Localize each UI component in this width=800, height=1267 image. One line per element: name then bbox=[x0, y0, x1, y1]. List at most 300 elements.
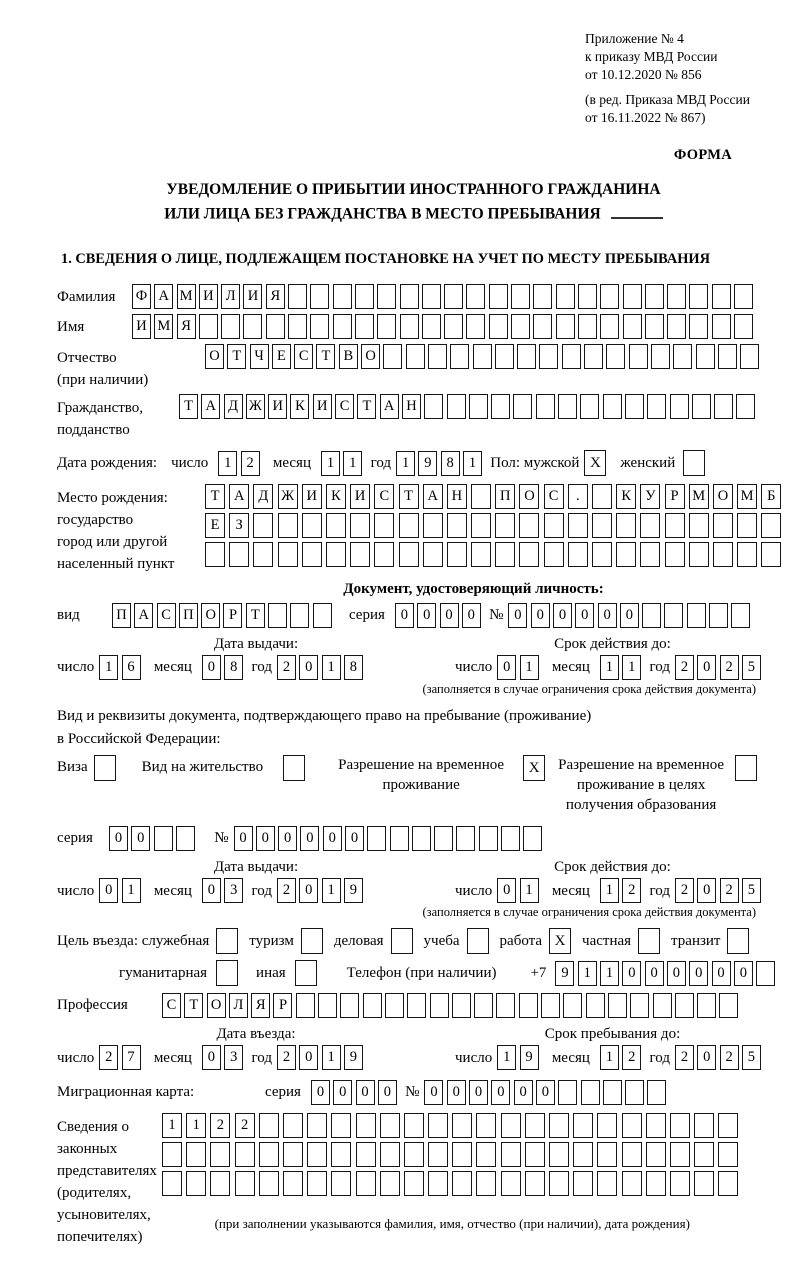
char-cell[interactable] bbox=[519, 993, 538, 1018]
char-cell[interactable]: 2 bbox=[622, 878, 641, 903]
char-cell[interactable]: 2 bbox=[720, 878, 739, 903]
char-cell[interactable]: 2 bbox=[99, 1045, 118, 1070]
char-cell[interactable] bbox=[517, 344, 536, 369]
char-cell[interactable]: В bbox=[339, 344, 358, 369]
char-cell[interactable] bbox=[186, 1171, 206, 1196]
char-cell[interactable] bbox=[675, 993, 694, 1018]
char-cell[interactable] bbox=[356, 1171, 376, 1196]
char-cell[interactable] bbox=[423, 542, 443, 567]
char-cell[interactable] bbox=[259, 1113, 279, 1138]
char-cell[interactable]: М bbox=[689, 484, 709, 509]
char-cell[interactable] bbox=[740, 344, 759, 369]
char-cell[interactable]: Т bbox=[399, 484, 419, 509]
char-cell[interactable] bbox=[474, 993, 493, 1018]
char-cell[interactable]: 0 bbox=[497, 878, 516, 903]
char-cell[interactable] bbox=[428, 1113, 448, 1138]
char-cell[interactable] bbox=[491, 394, 510, 419]
char-cell[interactable]: 0 bbox=[378, 1080, 397, 1105]
char-cell[interactable] bbox=[356, 1142, 376, 1167]
char-cell[interactable]: 0 bbox=[333, 1080, 352, 1105]
char-cell[interactable] bbox=[718, 344, 737, 369]
char-cell[interactable] bbox=[253, 513, 273, 538]
char-cell[interactable] bbox=[670, 1142, 690, 1167]
char-cell[interactable] bbox=[519, 542, 539, 567]
char-cell[interactable] bbox=[456, 826, 475, 851]
char-cell[interactable]: 0 bbox=[697, 1045, 716, 1070]
char-cell[interactable] bbox=[186, 1142, 206, 1167]
char-cell[interactable]: 0 bbox=[514, 1080, 533, 1105]
char-cell[interactable] bbox=[496, 993, 515, 1018]
char-cell[interactable]: 0 bbox=[462, 603, 481, 628]
char-cell[interactable] bbox=[367, 826, 386, 851]
char-cell[interactable] bbox=[452, 1113, 472, 1138]
char-cell[interactable] bbox=[326, 542, 346, 567]
char-cell[interactable]: 2 bbox=[277, 1045, 296, 1070]
char-cell[interactable] bbox=[689, 513, 709, 538]
char-cell[interactable]: 0 bbox=[99, 878, 118, 903]
char-cell[interactable] bbox=[623, 314, 642, 339]
purpose-private-checkbox[interactable] bbox=[638, 928, 660, 954]
char-cell[interactable] bbox=[761, 542, 781, 567]
char-cell[interactable] bbox=[400, 314, 419, 339]
char-cell[interactable]: И bbox=[243, 284, 262, 309]
char-cell[interactable]: 0 bbox=[202, 878, 221, 903]
char-cell[interactable]: Т bbox=[205, 484, 225, 509]
char-cell[interactable]: А bbox=[380, 394, 399, 419]
char-cell[interactable]: 1 bbox=[600, 878, 619, 903]
char-cell[interactable]: П bbox=[495, 484, 515, 509]
char-cell[interactable] bbox=[761, 513, 781, 538]
char-cell[interactable] bbox=[422, 314, 441, 339]
char-cell[interactable]: 0 bbox=[202, 655, 221, 680]
visa-checkbox[interactable] bbox=[94, 755, 116, 781]
char-cell[interactable] bbox=[283, 1142, 303, 1167]
char-cell[interactable] bbox=[737, 513, 757, 538]
char-cell[interactable]: 0 bbox=[491, 1080, 510, 1105]
char-cell[interactable]: Р bbox=[665, 484, 685, 509]
char-cell[interactable] bbox=[714, 394, 733, 419]
char-cell[interactable]: 2 bbox=[675, 878, 694, 903]
char-cell[interactable]: 0 bbox=[440, 603, 459, 628]
char-cell[interactable] bbox=[533, 314, 552, 339]
char-cell[interactable] bbox=[326, 513, 346, 538]
char-cell[interactable] bbox=[694, 1142, 714, 1167]
char-cell[interactable]: 8 bbox=[224, 655, 243, 680]
char-cell[interactable]: Д bbox=[253, 484, 273, 509]
char-cell[interactable]: 9 bbox=[344, 1045, 363, 1070]
char-cell[interactable] bbox=[307, 1142, 327, 1167]
char-cell[interactable] bbox=[154, 826, 173, 851]
char-cell[interactable] bbox=[523, 826, 542, 851]
char-cell[interactable] bbox=[331, 1113, 351, 1138]
char-cell[interactable] bbox=[380, 1142, 400, 1167]
char-cell[interactable]: Т bbox=[316, 344, 335, 369]
char-cell[interactable] bbox=[664, 603, 683, 628]
char-cell[interactable]: 8 bbox=[441, 451, 460, 476]
char-cell[interactable] bbox=[333, 284, 352, 309]
char-cell[interactable]: И bbox=[313, 394, 332, 419]
char-cell[interactable] bbox=[606, 344, 625, 369]
char-cell[interactable] bbox=[318, 993, 337, 1018]
char-cell[interactable] bbox=[713, 513, 733, 538]
char-cell[interactable] bbox=[670, 1171, 690, 1196]
char-cell[interactable] bbox=[608, 993, 627, 1018]
char-cell[interactable] bbox=[563, 993, 582, 1018]
char-cell[interactable] bbox=[423, 513, 443, 538]
char-cell[interactable] bbox=[210, 1171, 230, 1196]
char-cell[interactable]: 5 bbox=[742, 655, 761, 680]
char-cell[interactable] bbox=[377, 284, 396, 309]
char-cell[interactable] bbox=[266, 314, 285, 339]
char-cell[interactable] bbox=[390, 826, 409, 851]
char-cell[interactable]: С bbox=[374, 484, 394, 509]
char-cell[interactable] bbox=[283, 1171, 303, 1196]
char-cell[interactable]: Ж bbox=[246, 394, 265, 419]
char-cell[interactable]: О bbox=[205, 344, 224, 369]
char-cell[interactable] bbox=[447, 542, 467, 567]
char-cell[interactable] bbox=[525, 1171, 545, 1196]
char-cell[interactable] bbox=[578, 314, 597, 339]
char-cell[interactable] bbox=[642, 603, 661, 628]
char-cell[interactable] bbox=[444, 284, 463, 309]
char-cell[interactable] bbox=[466, 314, 485, 339]
char-cell[interactable] bbox=[278, 542, 298, 567]
char-cell[interactable] bbox=[734, 284, 753, 309]
char-cell[interactable] bbox=[622, 1171, 642, 1196]
char-cell[interactable]: 2 bbox=[241, 451, 260, 476]
char-cell[interactable]: Ч bbox=[250, 344, 269, 369]
char-cell[interactable] bbox=[616, 542, 636, 567]
char-cell[interactable] bbox=[689, 542, 709, 567]
char-cell[interactable]: 9 bbox=[344, 878, 363, 903]
char-cell[interactable] bbox=[400, 284, 419, 309]
char-cell[interactable] bbox=[288, 284, 307, 309]
char-cell[interactable] bbox=[199, 314, 218, 339]
char-cell[interactable] bbox=[399, 542, 419, 567]
char-cell[interactable] bbox=[476, 1113, 496, 1138]
char-cell[interactable] bbox=[377, 314, 396, 339]
char-cell[interactable]: 9 bbox=[555, 961, 574, 986]
char-cell[interactable] bbox=[549, 1142, 569, 1167]
char-cell[interactable]: Т bbox=[246, 603, 265, 628]
char-cell[interactable] bbox=[290, 603, 309, 628]
char-cell[interactable] bbox=[525, 1113, 545, 1138]
char-cell[interactable]: 1 bbox=[322, 655, 341, 680]
char-cell[interactable]: 2 bbox=[720, 1045, 739, 1070]
char-cell[interactable] bbox=[302, 542, 322, 567]
char-cell[interactable] bbox=[630, 993, 649, 1018]
char-cell[interactable] bbox=[539, 344, 558, 369]
char-cell[interactable] bbox=[495, 344, 514, 369]
char-cell[interactable] bbox=[665, 513, 685, 538]
residence-permit-checkbox[interactable] bbox=[283, 755, 305, 781]
char-cell[interactable]: 0 bbox=[575, 603, 594, 628]
char-cell[interactable]: 0 bbox=[299, 878, 318, 903]
purpose-tourism-checkbox[interactable] bbox=[301, 928, 323, 954]
char-cell[interactable]: 0 bbox=[256, 826, 275, 851]
sex-female-checkbox[interactable] bbox=[683, 450, 705, 476]
char-cell[interactable]: С bbox=[335, 394, 354, 419]
char-cell[interactable] bbox=[718, 1142, 738, 1167]
char-cell[interactable]: 1 bbox=[600, 961, 619, 986]
char-cell[interactable] bbox=[736, 394, 755, 419]
char-cell[interactable] bbox=[471, 513, 491, 538]
char-cell[interactable] bbox=[592, 513, 612, 538]
char-cell[interactable]: 1 bbox=[600, 1045, 619, 1070]
char-cell[interactable] bbox=[253, 542, 273, 567]
char-cell[interactable]: 0 bbox=[299, 655, 318, 680]
char-cell[interactable] bbox=[737, 542, 757, 567]
char-cell[interactable]: К bbox=[290, 394, 309, 419]
char-cell[interactable] bbox=[670, 394, 689, 419]
char-cell[interactable]: 0 bbox=[553, 603, 572, 628]
char-cell[interactable] bbox=[501, 826, 520, 851]
char-cell[interactable]: О bbox=[361, 344, 380, 369]
char-cell[interactable] bbox=[603, 1080, 622, 1105]
purpose-business-checkbox[interactable] bbox=[391, 928, 413, 954]
char-cell[interactable] bbox=[580, 394, 599, 419]
char-cell[interactable]: 2 bbox=[277, 655, 296, 680]
char-cell[interactable] bbox=[296, 993, 315, 1018]
char-cell[interactable] bbox=[692, 394, 711, 419]
char-cell[interactable]: 9 bbox=[418, 451, 437, 476]
char-cell[interactable] bbox=[558, 394, 577, 419]
char-cell[interactable] bbox=[501, 1113, 521, 1138]
char-cell[interactable]: 0 bbox=[497, 655, 516, 680]
char-cell[interactable]: О bbox=[207, 993, 226, 1018]
char-cell[interactable]: И bbox=[350, 484, 370, 509]
char-cell[interactable]: 0 bbox=[531, 603, 550, 628]
char-cell[interactable]: И bbox=[199, 284, 218, 309]
char-cell[interactable] bbox=[404, 1142, 424, 1167]
char-cell[interactable]: Д bbox=[224, 394, 243, 419]
char-cell[interactable] bbox=[689, 314, 708, 339]
char-cell[interactable] bbox=[556, 284, 575, 309]
char-cell[interactable] bbox=[689, 284, 708, 309]
char-cell[interactable] bbox=[511, 314, 530, 339]
char-cell[interactable] bbox=[544, 513, 564, 538]
char-cell[interactable] bbox=[513, 394, 532, 419]
char-cell[interactable]: 6 bbox=[122, 655, 141, 680]
char-cell[interactable] bbox=[597, 1171, 617, 1196]
char-cell[interactable] bbox=[380, 1113, 400, 1138]
char-cell[interactable]: 3 bbox=[224, 878, 243, 903]
char-cell[interactable]: 0 bbox=[667, 961, 686, 986]
char-cell[interactable] bbox=[452, 993, 471, 1018]
char-cell[interactable] bbox=[162, 1171, 182, 1196]
sex-male-checkbox[interactable]: X bbox=[584, 450, 606, 476]
char-cell[interactable]: 0 bbox=[323, 826, 342, 851]
char-cell[interactable]: А bbox=[229, 484, 249, 509]
char-cell[interactable] bbox=[511, 284, 530, 309]
char-cell[interactable] bbox=[549, 1113, 569, 1138]
char-cell[interactable]: А bbox=[134, 603, 153, 628]
char-cell[interactable]: 0 bbox=[345, 826, 364, 851]
char-cell[interactable] bbox=[647, 394, 666, 419]
char-cell[interactable] bbox=[268, 603, 287, 628]
char-cell[interactable] bbox=[640, 513, 660, 538]
char-cell[interactable] bbox=[340, 993, 359, 1018]
char-cell[interactable] bbox=[709, 603, 728, 628]
char-cell[interactable]: М bbox=[177, 284, 196, 309]
char-cell[interactable]: 2 bbox=[622, 1045, 641, 1070]
char-cell[interactable]: 0 bbox=[300, 826, 319, 851]
char-cell[interactable] bbox=[162, 1142, 182, 1167]
char-cell[interactable] bbox=[307, 1171, 327, 1196]
char-cell[interactable] bbox=[412, 826, 431, 851]
char-cell[interactable] bbox=[581, 1080, 600, 1105]
char-cell[interactable]: 0 bbox=[131, 826, 150, 851]
char-cell[interactable] bbox=[356, 1113, 376, 1138]
char-cell[interactable] bbox=[584, 344, 603, 369]
char-cell[interactable] bbox=[586, 993, 605, 1018]
char-cell[interactable] bbox=[471, 484, 491, 509]
char-cell[interactable]: 0 bbox=[469, 1080, 488, 1105]
char-cell[interactable]: С bbox=[294, 344, 313, 369]
char-cell[interactable] bbox=[307, 1113, 327, 1138]
char-cell[interactable] bbox=[235, 1171, 255, 1196]
char-cell[interactable]: 1 bbox=[162, 1113, 182, 1138]
char-cell[interactable] bbox=[625, 1080, 644, 1105]
char-cell[interactable] bbox=[600, 314, 619, 339]
char-cell[interactable] bbox=[422, 284, 441, 309]
char-cell[interactable] bbox=[568, 542, 588, 567]
char-cell[interactable]: 0 bbox=[689, 961, 708, 986]
char-cell[interactable] bbox=[333, 314, 352, 339]
char-cell[interactable] bbox=[452, 1142, 472, 1167]
char-cell[interactable] bbox=[592, 484, 612, 509]
char-cell[interactable]: 0 bbox=[109, 826, 128, 851]
char-cell[interactable] bbox=[452, 1171, 472, 1196]
char-cell[interactable]: 0 bbox=[234, 826, 253, 851]
char-cell[interactable] bbox=[450, 344, 469, 369]
char-cell[interactable]: 9 bbox=[520, 1045, 539, 1070]
char-cell[interactable]: Я bbox=[266, 284, 285, 309]
char-cell[interactable] bbox=[694, 1171, 714, 1196]
char-cell[interactable]: 0 bbox=[622, 961, 641, 986]
temp-residence-checkbox[interactable]: X bbox=[523, 755, 545, 781]
char-cell[interactable] bbox=[756, 961, 775, 986]
char-cell[interactable] bbox=[385, 993, 404, 1018]
char-cell[interactable]: 0 bbox=[299, 1045, 318, 1070]
char-cell[interactable]: А bbox=[423, 484, 443, 509]
purpose-official-checkbox[interactable] bbox=[216, 928, 238, 954]
char-cell[interactable]: 1 bbox=[520, 878, 539, 903]
char-cell[interactable] bbox=[718, 1113, 738, 1138]
char-cell[interactable] bbox=[428, 1171, 448, 1196]
char-cell[interactable] bbox=[616, 513, 636, 538]
char-cell[interactable]: 0 bbox=[508, 603, 527, 628]
char-cell[interactable]: П bbox=[179, 603, 198, 628]
char-cell[interactable]: Ж bbox=[278, 484, 298, 509]
char-cell[interactable] bbox=[646, 1142, 666, 1167]
char-cell[interactable] bbox=[533, 284, 552, 309]
char-cell[interactable]: 0 bbox=[311, 1080, 330, 1105]
char-cell[interactable]: Ф bbox=[132, 284, 151, 309]
char-cell[interactable] bbox=[374, 513, 394, 538]
char-cell[interactable] bbox=[501, 1171, 521, 1196]
char-cell[interactable]: 0 bbox=[395, 603, 414, 628]
char-cell[interactable] bbox=[355, 284, 374, 309]
char-cell[interactable] bbox=[407, 993, 426, 1018]
char-cell[interactable] bbox=[623, 284, 642, 309]
char-cell[interactable]: 1 bbox=[396, 451, 415, 476]
char-cell[interactable]: 2 bbox=[235, 1113, 255, 1138]
char-cell[interactable] bbox=[399, 513, 419, 538]
char-cell[interactable] bbox=[428, 1142, 448, 1167]
char-cell[interactable]: С bbox=[162, 993, 181, 1018]
char-cell[interactable]: 1 bbox=[122, 878, 141, 903]
char-cell[interactable]: 0 bbox=[356, 1080, 375, 1105]
char-cell[interactable]: 1 bbox=[322, 1045, 341, 1070]
purpose-other-checkbox[interactable] bbox=[295, 960, 317, 986]
char-cell[interactable] bbox=[667, 284, 686, 309]
char-cell[interactable] bbox=[712, 284, 731, 309]
char-cell[interactable]: 1 bbox=[622, 655, 641, 680]
char-cell[interactable]: Л bbox=[221, 284, 240, 309]
char-cell[interactable]: М bbox=[154, 314, 173, 339]
char-cell[interactable] bbox=[259, 1142, 279, 1167]
char-cell[interactable]: Р bbox=[273, 993, 292, 1018]
char-cell[interactable] bbox=[469, 394, 488, 419]
char-cell[interactable] bbox=[210, 1142, 230, 1167]
char-cell[interactable]: Н bbox=[402, 394, 421, 419]
char-cell[interactable] bbox=[645, 314, 664, 339]
char-cell[interactable] bbox=[283, 1113, 303, 1138]
char-cell[interactable] bbox=[434, 826, 453, 851]
char-cell[interactable] bbox=[176, 826, 195, 851]
char-cell[interactable]: 1 bbox=[218, 451, 237, 476]
char-cell[interactable] bbox=[562, 344, 581, 369]
char-cell[interactable] bbox=[205, 542, 225, 567]
char-cell[interactable] bbox=[424, 394, 443, 419]
char-cell[interactable]: С bbox=[157, 603, 176, 628]
char-cell[interactable]: Я bbox=[177, 314, 196, 339]
char-cell[interactable] bbox=[404, 1113, 424, 1138]
char-cell[interactable]: 0 bbox=[536, 1080, 555, 1105]
char-cell[interactable] bbox=[331, 1142, 351, 1167]
char-cell[interactable]: К bbox=[616, 484, 636, 509]
char-cell[interactable] bbox=[558, 1080, 577, 1105]
char-cell[interactable]: 2 bbox=[210, 1113, 230, 1138]
char-cell[interactable]: И bbox=[132, 314, 151, 339]
char-cell[interactable]: 0 bbox=[417, 603, 436, 628]
char-cell[interactable] bbox=[495, 513, 515, 538]
char-cell[interactable]: Т bbox=[227, 344, 246, 369]
char-cell[interactable] bbox=[694, 1113, 714, 1138]
char-cell[interactable] bbox=[243, 314, 262, 339]
char-cell[interactable] bbox=[229, 542, 249, 567]
temp-residence-edu-checkbox[interactable] bbox=[735, 755, 757, 781]
char-cell[interactable] bbox=[600, 284, 619, 309]
char-cell[interactable]: 1 bbox=[578, 961, 597, 986]
char-cell[interactable]: М bbox=[737, 484, 757, 509]
char-cell[interactable] bbox=[597, 1113, 617, 1138]
char-cell[interactable] bbox=[592, 542, 612, 567]
char-cell[interactable] bbox=[525, 1142, 545, 1167]
char-cell[interactable]: У bbox=[640, 484, 660, 509]
char-cell[interactable] bbox=[541, 993, 560, 1018]
char-cell[interactable] bbox=[331, 1171, 351, 1196]
char-cell[interactable] bbox=[646, 1113, 666, 1138]
char-cell[interactable] bbox=[447, 513, 467, 538]
char-cell[interactable] bbox=[713, 542, 733, 567]
char-cell[interactable] bbox=[489, 314, 508, 339]
char-cell[interactable]: 1 bbox=[99, 655, 118, 680]
char-cell[interactable]: 0 bbox=[278, 826, 297, 851]
char-cell[interactable] bbox=[476, 1142, 496, 1167]
char-cell[interactable] bbox=[479, 826, 498, 851]
